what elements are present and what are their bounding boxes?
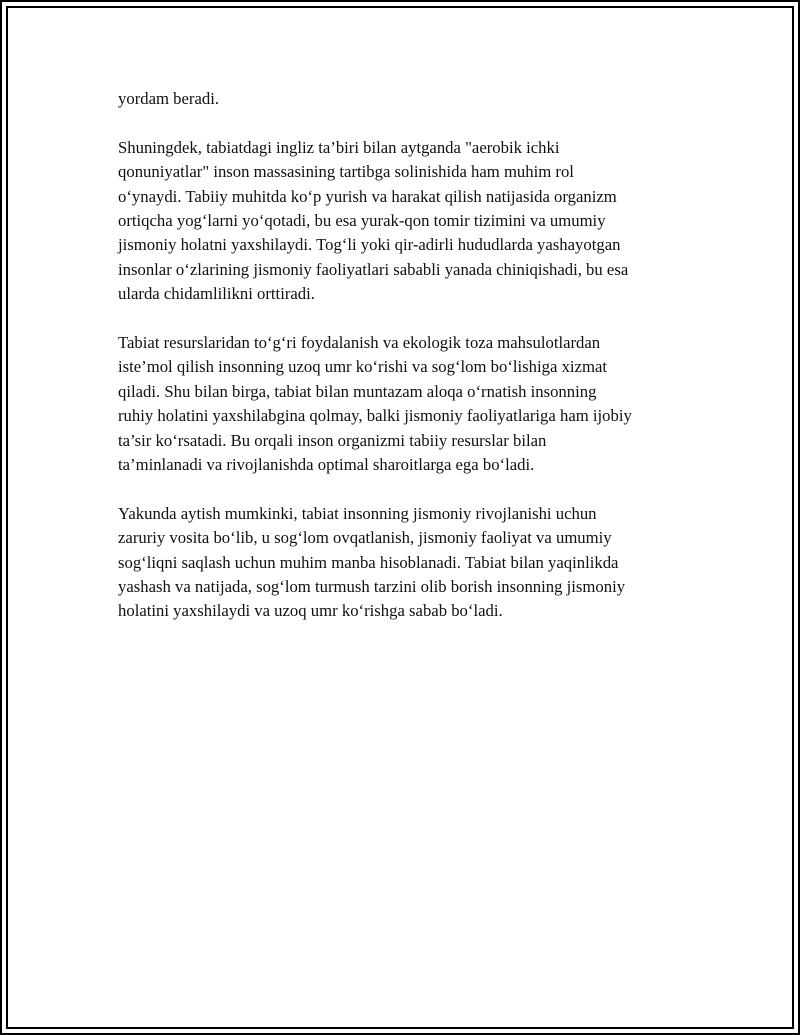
text-line: insonlar o‘zlarining jismoniy faoliyatlari sababli yanada chiniqishadi, bu esa (118, 259, 629, 279)
text-line: Tabiat resurslaridan to‘g‘ri foydalanish va ekologik toza mahsulotlardan (118, 333, 601, 353)
paragraph-3 (118, 331, 698, 477)
text-line: holatini yaxshilaydi va uzoq umr ko‘rishga sabab bo‘ladi. (118, 601, 503, 621)
text-line: qiladi. Shu bilan birga, tabiat bilan muntazam aloqa o‘rnatish insonning (118, 381, 597, 401)
text-line: zaruriy vosita bo‘lib, u sog‘lom ovqatlanish, jismoniy faoliyat va umumiy (118, 528, 612, 548)
text-line: jismoniy holatni yaxshilaydi. Tog‘li yoki qir-adirli hududlarda yashayotgan (118, 235, 621, 255)
text-line: ta’sir ko‘rsatadi. Bu orqali inson organizmi tabiiy resurslar bilan (118, 430, 547, 450)
text-line: o‘ynaydi. Tabiiy muhitda ko‘p yurish va harakat qilish natijasida organizm (118, 186, 617, 206)
text-line: qonuniyatlar" inson massasining tartibga solinishida ham muhim rol (118, 162, 574, 182)
paragraph-2 (118, 136, 698, 307)
paragraph-4 (118, 502, 698, 624)
text-line: Shuningdek, tabiatdagi ingliz ta’biri bilan aytganda "aerobik ichki (118, 137, 560, 157)
text-line: yashash va natijada, sog‘lom turmush tarzini olib borish insonning jismoniy (118, 577, 626, 597)
text-line: sog‘liqni saqlash uchun muhim manba hisoblanadi. Tabiat bilan yaqinlikda (118, 552, 619, 572)
text-line: ularda chidamlilikni orttiradi. (118, 284, 315, 304)
text-line: iste’mol qilish insonning uzoq umr ko‘rishi va sog‘lom bo‘lishiga xizmat (118, 357, 607, 377)
text-line: yordam beradi. (118, 89, 220, 108)
paragraph-1 (118, 87, 698, 111)
text-line: ruhiy holatini yaxshilabgina qolmay, balki jismoniy faoliyatlariga ham ijobiy (118, 406, 632, 426)
text-line: Yakunda aytish mumkinki, tabiat insonning jismoniy rivojlanishi uchun (118, 503, 597, 523)
document-body (118, 87, 698, 648)
text-line: ta’minlanadi va rivojlanishda optimal sharoitlarga ega bo‘ladi. (118, 455, 535, 475)
text-line: ortiqcha yog‘larni yo‘qotadi, bu esa yurak-qon tomir tizimini va umumiy (118, 211, 606, 231)
